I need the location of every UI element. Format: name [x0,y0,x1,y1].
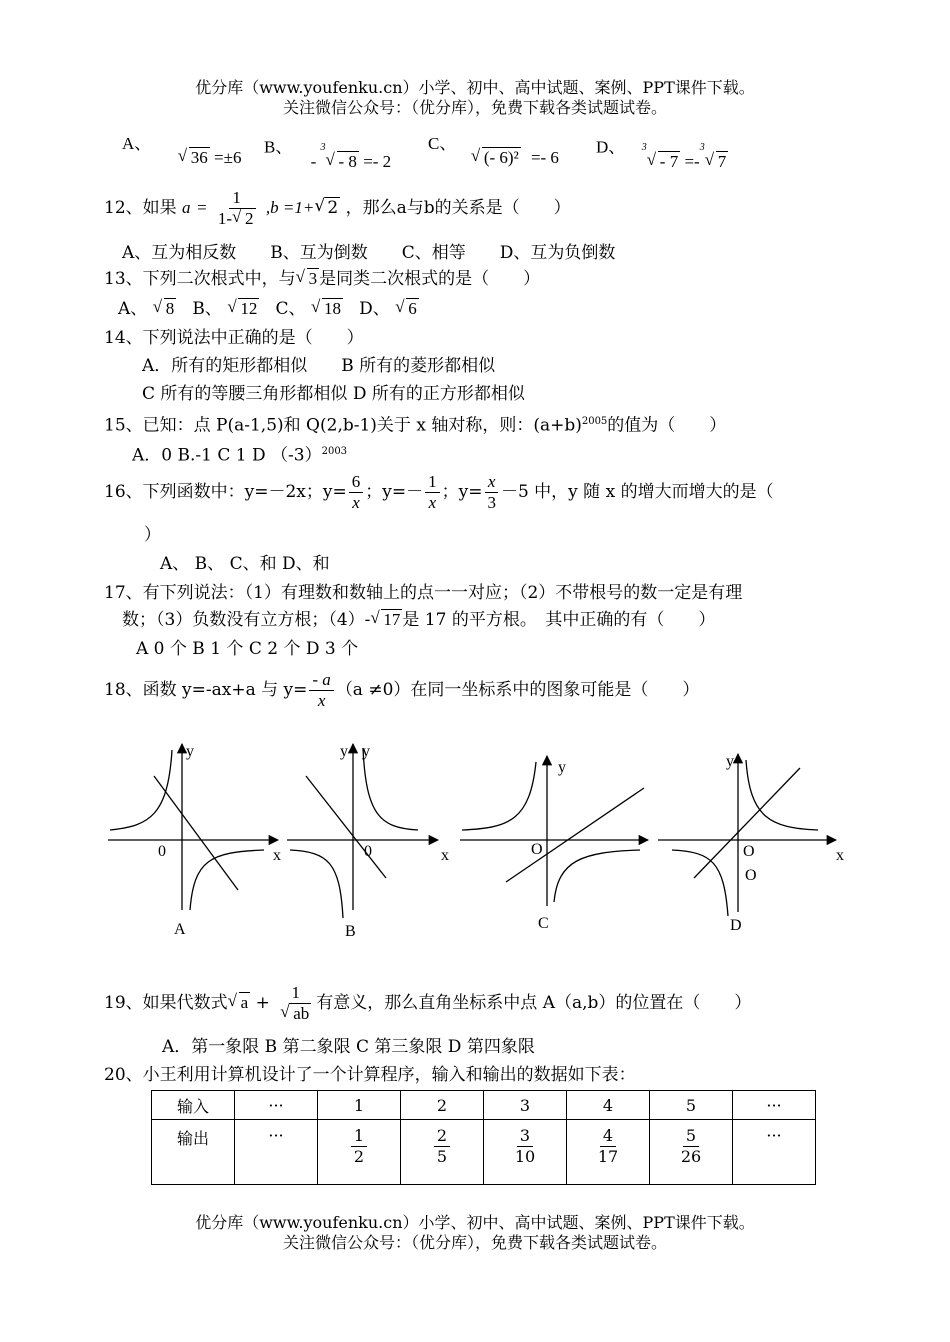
q12-b-part: ,b =1+ [265,198,315,217]
graph-a-hyperbola-lower [190,850,264,910]
q14-stem: 14、下列说法中正确的是（ ） [104,328,364,348]
q11-b-radicand: - 8 [338,151,357,171]
q15-exponent: 2005 [581,416,608,427]
q16-frac3-num: x [485,472,499,493]
q17-line2 [122,609,715,631]
q16-frac2-den: x [428,493,437,512]
q12-b-rad: 2 [327,198,339,218]
q11-b-label: B、 [264,137,293,157]
graph-b [287,743,449,940]
q20-input-cell: 4 [567,1091,650,1120]
q11-c-radicand: (- 6)² [483,148,519,167]
graph-d-hyperbola-lower [672,850,728,916]
graph-d-y-label: y [726,753,734,770]
q20-output-den: 17 [597,1147,619,1166]
q16-frac1-num: 6 [349,472,364,493]
graph-c-label: C [538,915,549,932]
q20-output-num: 2 [434,1126,450,1147]
q13-option-b-rad: 12 [240,299,258,318]
q13-radicand: 3 [308,269,318,288]
graph-d-origin-2: O [745,867,757,884]
q16-stem [104,468,774,516]
q19-rad-a: a [240,993,249,1012]
q17-line2-a: 数；（3）负数没有立方根；（4）- [122,610,371,630]
q20-input-cell: ··· [733,1091,816,1120]
graph-a [108,743,281,938]
q11-option-d [596,133,728,171]
q19-options: A．第一象限 B 第二象限 C 第三象限 D 第四象限 [162,1037,535,1057]
q15-stem-a: 15、已知：点 P(a-1,5)和 Q(2,b-1)关于 x 轴对称，则：(a+b) [104,415,582,436]
q18-stem [104,666,699,714]
q20-output-label: 输出 [152,1120,235,1185]
page-header-line1: 优分库（www.youfenku.cn）小学、初中、高中试题、案例、PPT课件下载。 [195,78,755,97]
q17-options: A 0 个 B 1 个 C 2 个 D 3 个 [136,639,359,659]
q20-output-den: 5 [436,1147,448,1166]
q20-output-cell [401,1120,484,1185]
q11-b-prefix: - [310,151,317,171]
q12-stem [104,184,571,232]
q20-input-cell: 2 [401,1091,484,1120]
q11-option-b [264,133,392,171]
graph-d-line [694,768,800,878]
q18-part2: （a ≠0）在同一坐标系中的图象可能是（ ） [335,680,700,700]
q11-b-index: 3 [320,142,326,153]
q20-input-cell: 3 [484,1091,567,1120]
q11-d-index2: 3 [699,142,705,153]
q11-c-result: =- 6 [530,148,559,167]
q20-input-cell: 1 [318,1091,401,1120]
q11-d-index: 3 [641,142,647,153]
q13-option-d-label: D、 [359,299,390,319]
q20-output-cell [650,1120,733,1185]
q12-a-var: a [182,198,191,217]
q12-eq: = [195,198,208,217]
q12-prefix: 12、如果 [104,198,177,218]
q18-frac-num: - a [309,670,333,691]
q13-option-d-rad: 6 [408,299,417,318]
graph-a-line [154,776,238,890]
q12-fraction-den-pre: 1- [217,209,233,228]
graph-b-label: B [345,923,356,940]
q19-stem [104,978,751,1028]
page-footer-line1: 优分库（www.youfenku.cn）小学、初中、高中试题、案例、PPT课件下载。 [195,1213,755,1232]
q13-option-a-rad: 8 [165,299,175,318]
page-header-line2: 关注微信公众号：（优分库），免费下载各类试题试卷。 [282,98,667,117]
q20-output-cell [567,1120,650,1185]
graph-a-y-label: y [186,743,194,760]
q19-plus: + [255,993,270,1013]
q20-output-num: 3 [517,1126,533,1147]
q16-options: A、 B、 C、和 D、和 [160,554,330,574]
q20-stem: 20、小王利用计算机设计了一个计算程序，输入和输出的数据如下表： [104,1065,636,1085]
q11-a-result: =±6 [214,148,242,167]
q20-input-cell: ··· [235,1091,318,1120]
q16-part4: －5 中，y 随 x 的增大而增大的是（ [500,482,774,502]
q19-frac-num: 1 [289,983,304,1004]
q11-d-mid: =- [684,151,700,171]
graph-d-x-label: x [836,847,844,864]
graph-b-line [306,776,386,878]
q12-options: A、互为相反数 B、互为倒数 C、相等 D、互为负倒数 [122,243,616,263]
q15-stem-b: 的值为（ ） [607,415,727,436]
q20-output-num: 4 [600,1126,616,1147]
q15-stem [104,411,726,437]
graph-d-origin-1: O [743,843,755,860]
q17-radicand: 17 [383,610,401,629]
q19-part1: 19、如果代数式 [104,993,228,1013]
q20-input-label: 输入 [152,1091,235,1120]
q11-a-label: A、 [122,134,152,153]
q19-part2: 有意义，那么直角坐标系中点 A（a,b）的位置在（ ） [316,993,752,1013]
q12-suffix: ，那么a与b的关系是（ ） [345,198,571,218]
q18-frac-den: x [317,691,326,710]
q16-frac3-den: 3 [487,493,496,512]
graph-b-y-label-1: y [340,743,348,760]
q20-output-den: 26 [680,1147,702,1166]
q11-option-a [122,133,242,167]
q11-d-radicand: - 7 [659,151,679,171]
q20-input-cell: 5 [650,1091,733,1120]
graph-b-hyperbola-upper [363,748,418,830]
graph-c-hyperbola-upper [462,762,536,830]
q18-graphs [0,730,950,950]
q20-output-num: 5 [683,1126,699,1147]
graph-a-hyperbola-upper [110,750,172,830]
q13-option-b-label: B、 [192,299,222,319]
q13-prefix: 13、下列二次根式中，与 [104,269,296,289]
q13-option-c-label: C、 [275,299,306,319]
graph-a-origin: 0 [158,843,166,860]
q13-suffix: 是同类二次根式的是（ ） [319,269,541,289]
graph-d [658,753,844,934]
q13-option-a-label: A、 [118,299,148,319]
q15-options [132,441,347,467]
q16-frac1-den: x [352,493,360,512]
q20-output-den: 2 [353,1147,365,1166]
q13-stem [104,268,540,290]
q16-part3: ；y= [441,482,483,502]
graph-c-y-label: y [558,759,566,776]
q19-frac-den-rad: ab [293,1004,310,1023]
q20-output-cell [318,1120,401,1185]
q16-part2: ；y=－ [365,482,424,502]
q20-input-row [152,1091,816,1120]
q16-continuation: ） [144,525,161,545]
graph-a-x-label: x [273,847,281,864]
q12-fraction [215,188,259,229]
q11-a-radicand: 36 [190,148,208,167]
q11-c-label: C、 [428,134,457,153]
q20-output-cell: ··· [733,1120,816,1185]
graph-b-x-label: x [441,847,449,864]
graph-b-y-label-2: y [362,743,370,760]
graph-c [460,756,648,932]
q14-options-ab: A．所有的矩形都相似 B 所有的菱形都相似 [142,356,496,376]
graph-d-label: D [730,917,742,934]
q17-line2-b: 是 17 的平方根。 其中正确的有（ ） [402,610,716,630]
q13-option-c-rad: 18 [323,299,341,318]
q16-part1: 16、下列函数中：y=－2x；y= [104,482,347,502]
graph-b-origin: 0 [364,843,372,860]
q20-output-den: 10 [514,1147,536,1166]
q20-output-num: 1 [351,1126,367,1147]
graph-c-origin: O [531,841,543,858]
page-footer-line2: 关注微信公众号：（优分库），免费下载各类试题试卷。 [282,1233,667,1252]
q11-d-label: D、 [596,137,626,157]
q14-options-cd: C 所有的等腰三角形都相似 D 所有的正方形都相似 [142,384,525,404]
q11-option-c [428,133,559,167]
q18-part1: 18、函数 y=-ax+a 与 y= [104,680,308,700]
graph-d-hyperbola-upper [746,760,818,830]
q20-output-cell: ··· [235,1120,318,1185]
q13-options [118,298,419,320]
q20-output-row [152,1120,816,1185]
q12-fraction-num: 1 [229,188,244,209]
q17-line1: 17、有下列说法：（1）有理数和数轴上的点一一对应；（2）不带根号的数一定是有理 [104,583,743,603]
q15-options-exponent: 2003 [321,446,348,457]
q20-output-cell [484,1120,567,1185]
q11-d-radicand2: 7 [717,151,727,171]
q20-io-table [151,1090,816,1185]
graph-b-hyperbola-lower [290,850,343,918]
q12-fraction-den-rad: 2 [245,209,254,228]
q15-options-text: A．0 B.-1 C 1 D （-3） [132,445,322,466]
q11-b-result: =- 2 [363,151,392,171]
graph-c-hyperbola-lower [554,850,640,902]
q16-frac2-num: 1 [425,472,440,493]
graph-a-label: A [174,921,186,938]
